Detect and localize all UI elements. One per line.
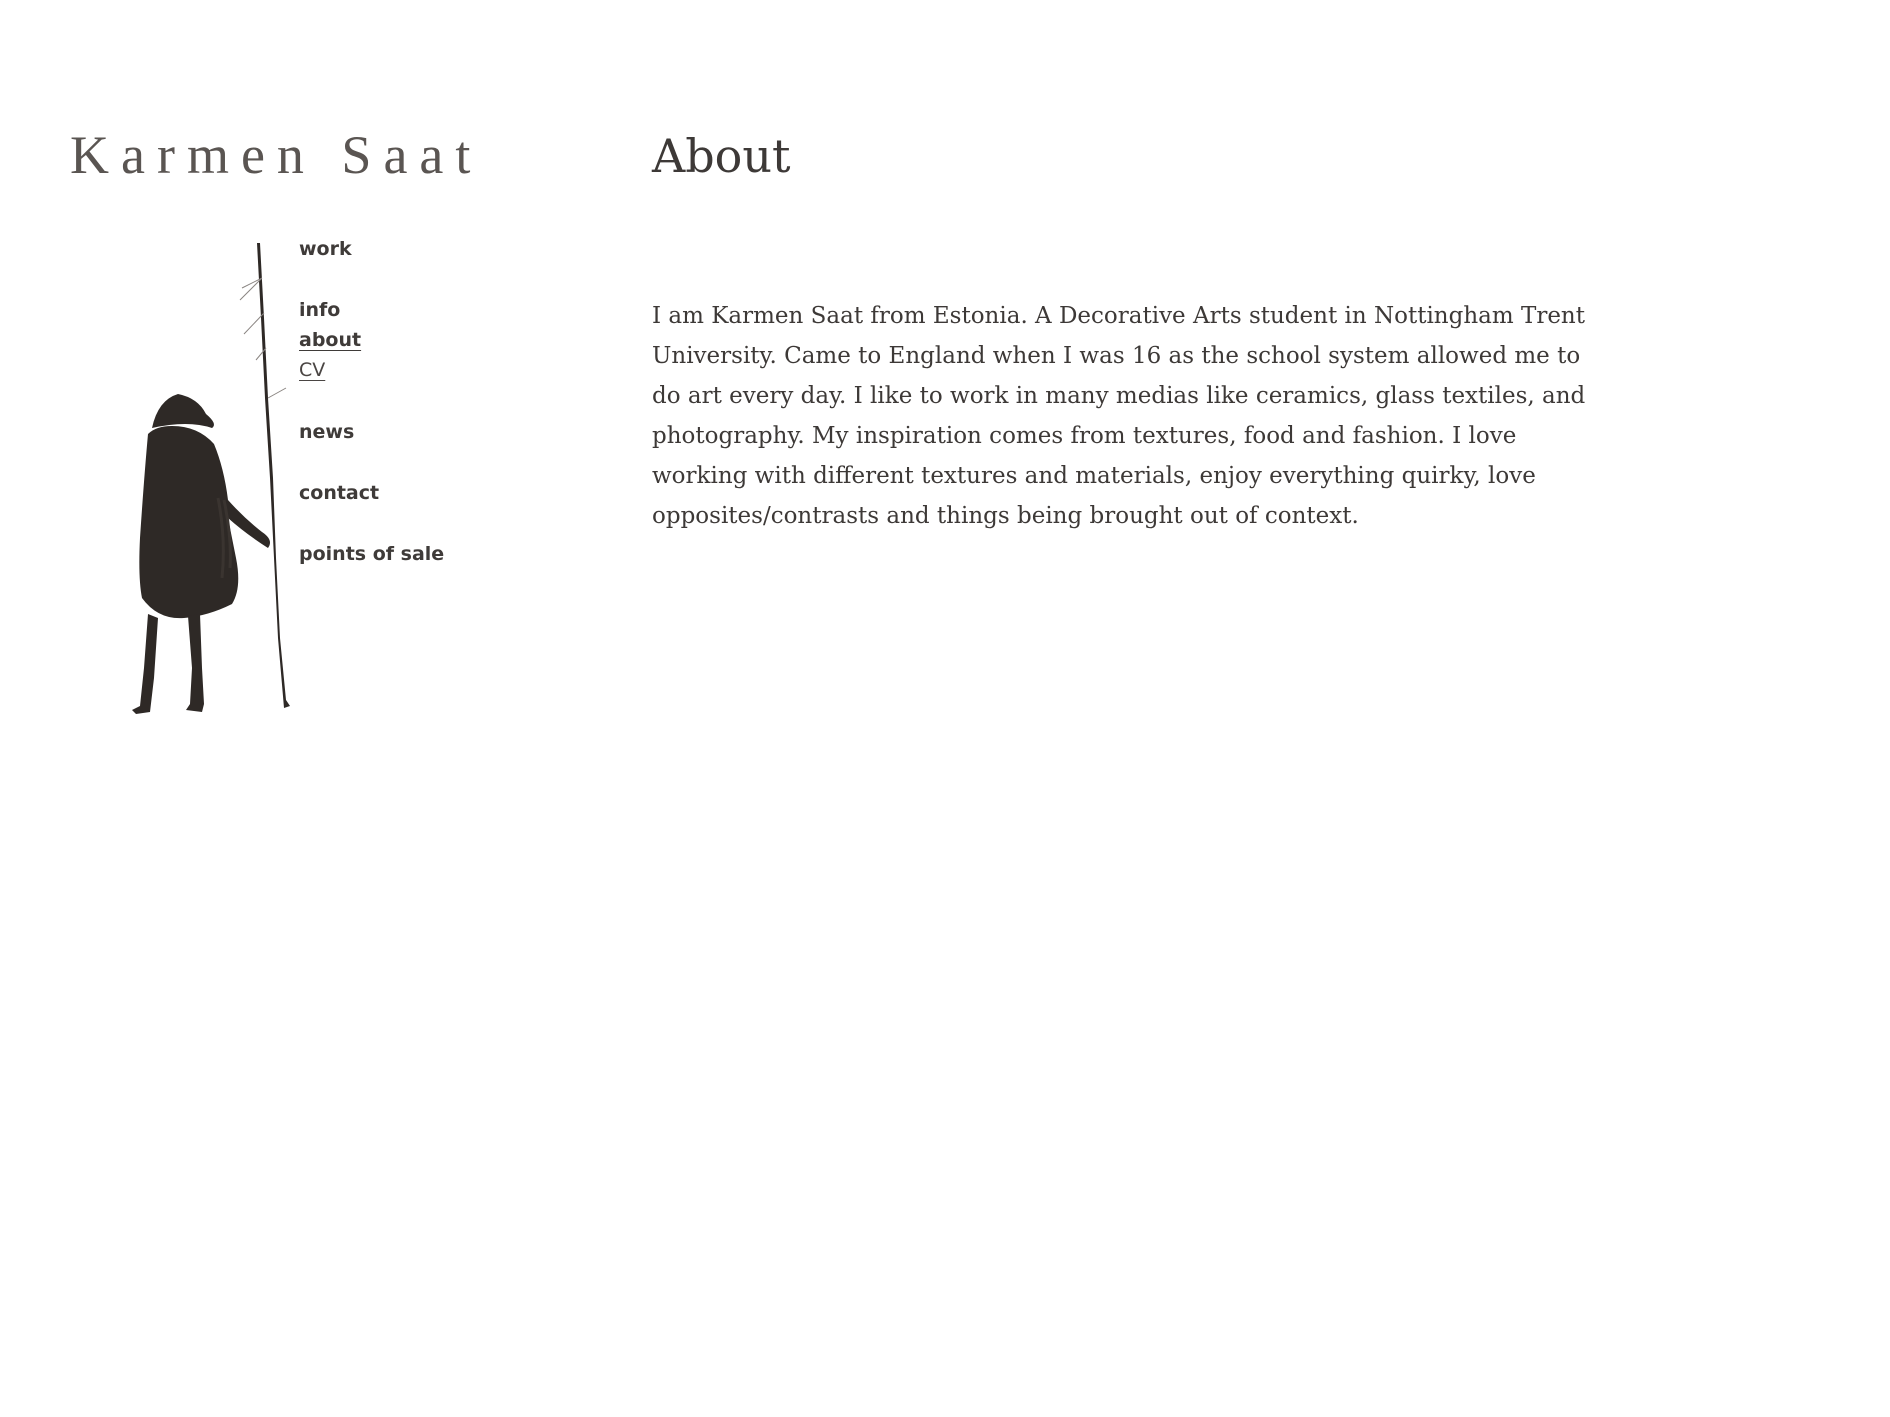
nav-item-cv[interactable]: CV	[299, 359, 326, 381]
figure-with-staff-image	[128, 238, 298, 718]
nav-item-about[interactable]: about	[299, 329, 362, 351]
nav-item-contact[interactable]: contact	[299, 482, 380, 504]
nav-item-points-of-sale[interactable]: points of sale	[299, 543, 445, 565]
about-paragraph: I am Karmen Saat from Estonia. A Decorative Arts student in Nottingham Trent University. Came to England when I was 16 as the school system allowed me to do art every day. I like to work in many medias like ceramics, glass textiles, and photography. My inspiration comes from textures, food and fashion. I love working with different textures and materials, enjoy everything quirky, love opposites/contrasts and things being brought out of context.	[652, 303, 1586, 529]
nav-item-work[interactable]: work	[299, 238, 352, 260]
page-title: About	[652, 129, 791, 183]
nav-item-info[interactable]: info	[299, 299, 341, 321]
site-title[interactable]: Karmen Saat	[70, 125, 483, 185]
nav-item-news[interactable]: news	[299, 421, 355, 443]
